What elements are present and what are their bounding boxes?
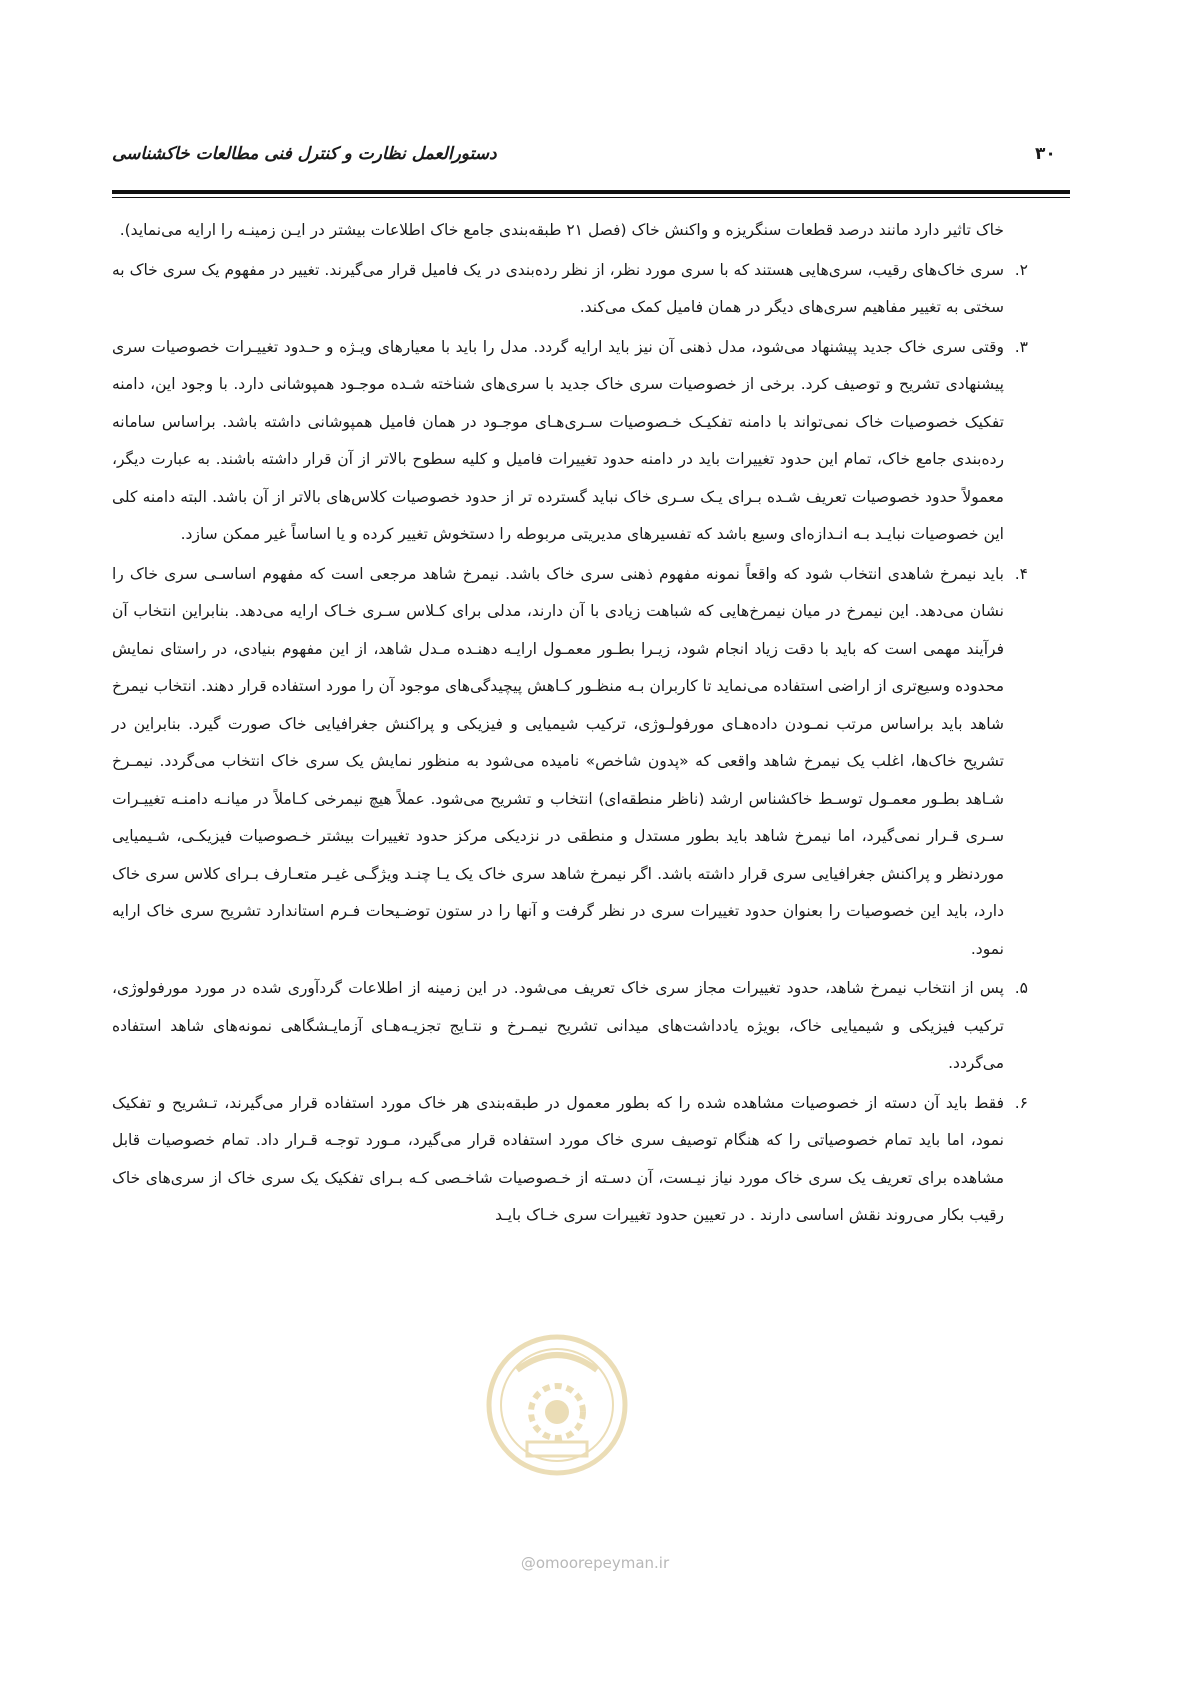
- list-item: [112, 329, 1070, 554]
- list-item-text: باید نیمرخ شاهدی انتخاب شود که واقعاً نمونه مفهوم ذهنی سری خاک باشد. نیمرخ شاهد مرجعی است که مفهوم اساسـی سری خاک را نشان می‌دهد. این نیمرخ در میان نیمرخ‌هایی که شباهت زیادی با آن دارند، مدلی برای کـلاس سـری خـاک ارایه می‌دهد. بنابراین انتخاب آن فرآیند مهمی است که باید با دقت زیاد انجام شود، زیـرا بطـور معمـول ارایـه دهنـده مـدل شاهد، از این مفهوم بنیادی، در راستای نمایش محدوده وسیع‌تری از اراضی استفاده می‌نماید تا کاربران بـه منظـور کـاهش پیچیدگی‌های موجود آن را مورد استفاده قرار دهند. انتخاب نیمرخ شاهد باید براساس مرتب نمـودن داده‌هـای مورفولـوژی، ترکیب شیمیایی و فیزیکی و پراکنش جغرافیایی خاک صورت گیرد. بنابراین در تشریح خاک‌ها، اغلب یک نیمرخ شاهد واقعی که «پدون شاخص» نامیده می‌شود به منظور نمایش یک سری خاک انتخاب می‌گردد. نیمـرخ شـاهد بطـور معمـول توسـط خاکشناس ارشد (ناظر منطقه‌ای) انتخاب و تشریح می‌شود. عملاً هیچ نیمرخی کـاملاً در میانـه دامنـه تغییـرات سـری قـرار نمی‌گیرد، اما نیمرخ شاهد باید بطور مستدل و منطقی در نزدیکی مرکز حدود تغییرات بیشتر خـصوصیات فیزیکـی، شـیمیایی موردنظر و پراکنش جغرافیایی سری قرار داشته باشد. اگر نیمرخ شاهد سری خاک یک یـا چنـد ویژگـی غیـر متعـارف بـرای کلاس سری خاک دارد، باید این خصوصیات را بعنوان حدود تغییرات سری در نظر گرفت و آنها را در ستون توضـیحات فـرم استاندارد تشریح سری خاک ارایه نمود.: [112, 564, 1004, 958]
- list-item-number: ۵.: [1014, 979, 1028, 997]
- continuation-paragraph: خاک تاثیر دارد مانند درصد قطعات سنگریزه و واکنش خاک (فصل ۲۱ طبقه‌بندی جامع خاک اطلاعات بیشتر در ایـن زمینـه را ارایه می‌نماید).: [119, 221, 1004, 239]
- list-item-number: ۶.: [1014, 1093, 1028, 1112]
- list-item-text: سری خاک‌های رقیب، سری‌هایی هستند که با سری مورد نظر، از نظر رده‌بندی در یک فامیل قرار می‌گیرند. تغییر در مفهوم یک سری خاک به سختی به تغییر مفاهیم سری‌های دیگر در همان فامیل کمک می‌کند.: [112, 260, 1004, 316]
- watermark-logo-icon: [482, 1330, 632, 1480]
- list-item-number: ۴.: [1014, 564, 1028, 583]
- list-item: [112, 556, 1070, 969]
- header-rule-thick: [112, 190, 1070, 194]
- header-rule-thin: [112, 197, 1070, 198]
- list-item: [112, 1085, 1070, 1235]
- list-item-text: پس از انتخاب نیمرخ شاهد، حدود تغییرات مجاز سری خاک تعریف می‌شود. در این زمینه از اطلاعات گردآوری شده در مورد مورفولوژی، ترکیب فیزیکی و شیمیایی خاک، بویژه یادداشت‌های میدانی تشریح نیمـرخ و نتـایج تجزیـه‌هـای آزمایـشگاهی نمونه‌های شاهد استفاده می‌گردد.: [112, 979, 1004, 1072]
- list-item-text: وقتی سری خاک جدید پیشنهاد می‌شود، مدل ذهنی آن نیز باید ارایه گردد. مدل را باید با معیارهای ویـژه و حـدود تغییـرات خصوصیات سری پیشنهادی تشریح و توصیف کرد. برخی از خصوصیات سری خاک جدید با سری‌های شناخته شـده موجـود همپوشانی دارد. با وجود این، دامنه تفکیک خصوصیات خاک نمی‌تواند با دامنه تفکیـک خـصوصیات سـری‌هـای موجـود در همان فامیل همپوشانی داشته باشد. براساس سامانه رده‌بندی جامع خاک، تمام این حدود تغییرات باید در دامنه حدود تغییرات فامیل و کلیه سطوح بالاتر از آن قرار داشته باشند. به عبارت دیگر، معمولاً حدود خصوصیات تعریف شـده بـرای یـک سـری خاک نباید گسترده تر از حدود خصوصیات کلاس‌های بالاتر از آن باشد. البته دامنه کلی این خصوصیات نبایـد بـه انـدازه‌ای وسیع باشد که تفسیرهای مدیریتی مربوطه را دستخوش تغییر کرده و یا اساساً غیر ممکن سازد.: [112, 337, 1004, 543]
- watermark-url: @omoorepeyman.ir: [520, 1554, 670, 1572]
- body-text: [112, 212, 1070, 1235]
- list-item-number: ۳.: [1014, 337, 1028, 356]
- page-number: ۳۰: [1035, 144, 1056, 164]
- list-item-text: فقط باید آن دسته از خصوصیات مشاهده شده را که بطور معمول در طبقه‌بندی هر خاک مورد استفاده قرار می‌گیرند، تـشریح و تفکیک نمود، اما باید تمام خصوصیاتی را که هنگام توصیف سری خاک مورد استفاده قرار می‌گیرد، مـورد توجـه قـرار داد. تمام خصوصیات قابل مشاهده برای تعریف یک سری خاک مورد نیاز نیـست، آن دسـته از خـصوصیات شاخـصی کـه بـرای تفکیک یک سری خاک از سری‌های خاک رقیب بکار می‌روند نقش اساسی دارند . در تعیین حدود تغییرات سری خـاک بایـد: [112, 1093, 1004, 1224]
- list-item-number: ۲.: [1014, 260, 1028, 279]
- list-item: [112, 970, 1070, 1083]
- list-item: [112, 252, 1070, 327]
- running-title: دستورالعمل نظارت و کنترل فنی مطالعات خاکشناسی: [112, 144, 497, 164]
